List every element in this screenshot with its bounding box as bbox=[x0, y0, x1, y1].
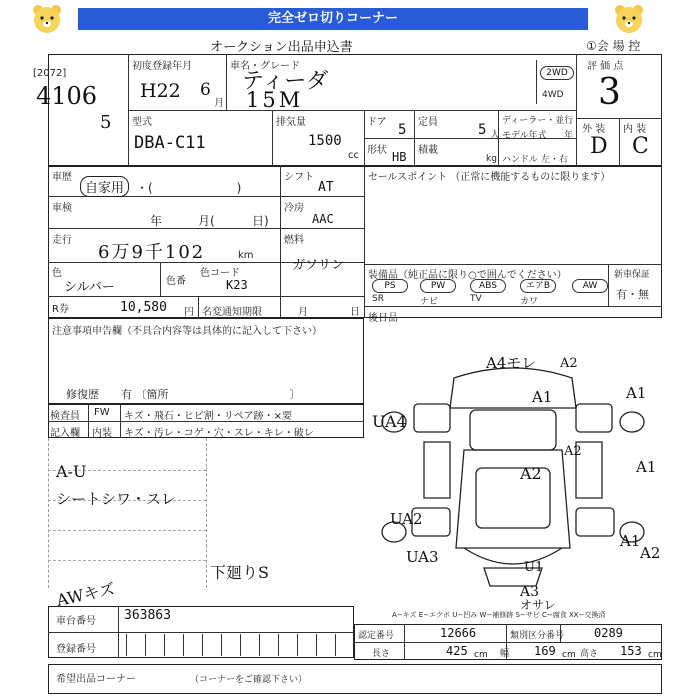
registration-cell bbox=[221, 634, 222, 656]
capacity-label: 定員 bbox=[418, 117, 438, 128]
inspector-label: 検査員 bbox=[50, 411, 80, 422]
doors-value: 5 bbox=[398, 122, 407, 138]
diagram-label: A1 bbox=[620, 532, 641, 550]
equipment-item: TV bbox=[470, 294, 482, 304]
first-reg-label: 初度登録年月 bbox=[132, 61, 192, 72]
cert-value: 12666 bbox=[440, 626, 477, 640]
fuel-value: ガソリン bbox=[292, 258, 345, 273]
registration-cell bbox=[316, 634, 317, 656]
mileage-label: 走行 bbox=[52, 235, 72, 246]
shape-label: 形状 bbox=[367, 145, 387, 156]
color-code: K23 bbox=[226, 278, 248, 292]
diagram-label: A2 bbox=[564, 444, 582, 459]
load-label: 積載 bbox=[418, 145, 438, 156]
height-value: 153 bbox=[620, 644, 642, 658]
lot-mark: 5 bbox=[100, 112, 112, 133]
price-value: 10,580 bbox=[120, 300, 167, 315]
category-label: 類別区分番号 bbox=[510, 631, 565, 641]
car-name-label: 車名・グレード bbox=[230, 61, 300, 72]
diagram-label: A3 bbox=[520, 584, 540, 600]
equipment-label: 装備品（純正品に限り○で囲んでください） bbox=[368, 270, 567, 281]
registration-cell bbox=[278, 634, 279, 656]
new-warranty-label: 新車保証 bbox=[614, 270, 651, 280]
car-name: ティーダ bbox=[242, 69, 329, 94]
fuel-label: 燃料 bbox=[284, 235, 304, 246]
diagram-label: A1 bbox=[626, 384, 647, 402]
inspector-row-2: キズ・汚レ・コゲ・穴・スレ・キレ・破レ bbox=[124, 428, 314, 439]
grade-label: 評 価 点 bbox=[587, 61, 624, 72]
equipment-item: ナビ bbox=[420, 297, 439, 307]
diagram-label: A4モレ bbox=[486, 354, 537, 372]
equipment-item: カワ bbox=[520, 297, 539, 307]
inspector-row-1: キズ・飛石・ヒビ割・リペア跡・×要 bbox=[124, 411, 292, 422]
dealer-label: ディーラー・並行 bbox=[502, 116, 574, 126]
registration-cell bbox=[126, 634, 127, 656]
model-value: DBA-C11 bbox=[134, 133, 206, 153]
doors-label: ドア bbox=[367, 117, 387, 128]
note-seat: シートシワ・スレ bbox=[56, 490, 177, 508]
damage-legend: A−キズ E−エクボ U−凹み W−補修跡 S−サビ C−腐食 XX−交換済 bbox=[392, 611, 606, 619]
inspection-label: 車検 bbox=[52, 203, 72, 214]
diagram-label: U1 bbox=[524, 560, 544, 575]
registration-cell bbox=[202, 634, 203, 656]
category-value: 0289 bbox=[594, 626, 623, 640]
model-label: 型式 bbox=[132, 117, 152, 128]
first-reg-month: 6 bbox=[200, 80, 211, 100]
diagram-label: オサレ bbox=[520, 598, 556, 612]
color-label: 色 bbox=[52, 268, 62, 279]
venue-copy-label: ①会 場 控 bbox=[586, 39, 641, 53]
displacement-value: 1500 bbox=[308, 133, 342, 149]
first-reg-year: H22 bbox=[140, 80, 181, 102]
diagram-label: UA4 bbox=[372, 412, 407, 431]
color-value: シルバー bbox=[64, 280, 115, 295]
bear-mascot-icon bbox=[30, 3, 64, 35]
equipment-item: PW bbox=[420, 279, 456, 293]
expiry-label: 名変通知期限 bbox=[202, 307, 262, 318]
diagram-label: UA3 bbox=[406, 548, 439, 566]
registration-cell bbox=[145, 634, 146, 656]
shift-value: AT bbox=[318, 180, 334, 195]
note-under: 下廻りS bbox=[210, 563, 269, 582]
lot-number: 4106 bbox=[36, 82, 98, 110]
usage-label: 車歴 bbox=[52, 172, 72, 183]
aircon-label: 冷房 bbox=[284, 203, 304, 214]
shape-value: HB bbox=[392, 150, 407, 164]
equipment-item: SR bbox=[372, 294, 384, 304]
drive-2wd-option: 2WD bbox=[540, 66, 574, 80]
registration-cell bbox=[335, 634, 336, 656]
width-value: 169 bbox=[534, 644, 556, 658]
model-year-label: モデル年式 bbox=[502, 131, 547, 141]
diagram-label: A2 bbox=[520, 464, 542, 483]
interior-score: C bbox=[632, 134, 649, 159]
notes-label: 注意事項申告欄（不具合内容等は具体的に記入して下さい） bbox=[52, 326, 322, 337]
equipment-item: AW bbox=[572, 279, 608, 293]
banner-title: 完全ゼロ切りコーナー bbox=[78, 8, 588, 30]
handle-label: ハンドル 左・右 bbox=[502, 155, 568, 165]
diagram-label: A2 bbox=[640, 544, 661, 562]
exterior-label: 外 装 bbox=[582, 124, 606, 135]
registration-cell bbox=[183, 634, 184, 656]
registration-cell bbox=[297, 634, 298, 656]
diagram-label: A1 bbox=[636, 458, 657, 476]
back-item-label: 後日品 bbox=[368, 313, 398, 324]
color-no-label: 色番 bbox=[166, 276, 186, 287]
cert-label: 認定番号 bbox=[358, 631, 395, 641]
form-heading: オークション出品申込書 bbox=[210, 40, 353, 55]
chassis-value: 363863 bbox=[124, 608, 171, 623]
mileage-value: 6万9千102 bbox=[98, 242, 206, 263]
price-label: R券 bbox=[52, 304, 69, 315]
desired-corner-label: 希望出品コーナー bbox=[56, 674, 136, 685]
sales-point-label: セールスポイント （正常に機能するものに限ります） bbox=[368, 172, 611, 183]
registration-cell bbox=[164, 634, 165, 656]
desired-corner-box bbox=[48, 664, 662, 694]
entry-label: 記入欄 bbox=[50, 428, 80, 439]
shift-label: シフト bbox=[284, 172, 314, 183]
chassis-label: 車台番号 bbox=[56, 616, 96, 627]
diagram-label: A2 bbox=[560, 356, 578, 371]
diagram-label: UA2 bbox=[390, 510, 423, 528]
displacement-label: 排気量 bbox=[276, 117, 306, 128]
desired-corner-note: （コーナーをご確認下さい） bbox=[190, 675, 308, 685]
car-grade: 15M bbox=[246, 88, 304, 112]
registration-cell bbox=[240, 634, 241, 656]
exterior-score: D bbox=[590, 134, 608, 159]
registration-cell bbox=[259, 634, 260, 656]
interior-label: 内 装 bbox=[623, 124, 647, 135]
bear-mascot-icon bbox=[612, 3, 646, 35]
diagram-label: A1 bbox=[532, 388, 553, 406]
note-au: A-U bbox=[56, 462, 87, 481]
note-aw: AWキズ bbox=[54, 579, 117, 610]
grade-score: 3 bbox=[598, 72, 621, 113]
capacity-value: 5 bbox=[478, 122, 487, 138]
new-warranty-value: 有・無 bbox=[616, 288, 649, 301]
length-value: 425 bbox=[446, 644, 468, 658]
aircon-value: AAC bbox=[312, 212, 334, 226]
lot-code: [2072] bbox=[33, 68, 67, 79]
drive-4wd-option: 4WD bbox=[542, 90, 564, 100]
registration-label: 登録番号 bbox=[56, 644, 96, 655]
usage-value: 自家用 bbox=[80, 176, 129, 197]
equipment-item: ABS bbox=[470, 279, 506, 293]
repair-history: 修復歴 有 〔箇所 〕 bbox=[66, 388, 301, 401]
top-banner bbox=[0, 0, 700, 38]
color-code-label: 色コード bbox=[200, 268, 240, 279]
equipment-item: エアB bbox=[520, 279, 556, 293]
equipment-item: PS bbox=[372, 279, 408, 293]
